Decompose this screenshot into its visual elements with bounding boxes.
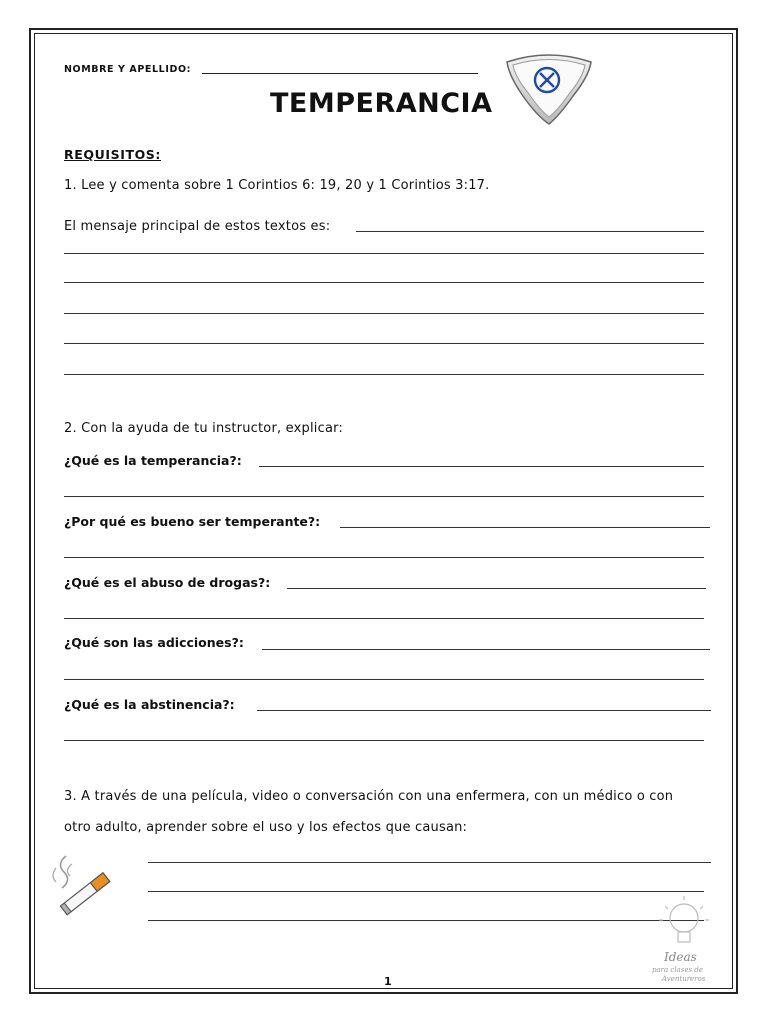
answer-line[interactable]	[148, 891, 704, 892]
answer-line[interactable]	[287, 588, 706, 589]
answer-line[interactable]	[64, 740, 704, 741]
question-adicciones: ¿Qué son las adicciones?:	[64, 635, 244, 650]
question-drogas: ¿Qué es el abuso de drogas?:	[64, 575, 271, 590]
page-number: 1	[384, 975, 392, 988]
answer-line[interactable]	[148, 920, 704, 921]
cigarette-icon	[44, 852, 126, 926]
item3-line1: 3. A través de una película, video o conversación con una enfermera, con un médico o con	[64, 789, 674, 804]
answer-line[interactable]	[64, 343, 704, 344]
answer-line[interactable]	[259, 466, 704, 467]
answer-line[interactable]	[64, 253, 704, 254]
answer-line[interactable]	[64, 313, 704, 314]
answer-line[interactable]	[262, 649, 710, 650]
item2-text: 2. Con la ayuda de tu instructor, explicar:	[64, 421, 344, 436]
watermark-subtitle: para clases de	[652, 966, 703, 974]
item3-line2: otro adulto, aprender sobre el uso y los efectos que causan:	[64, 820, 468, 835]
answer-line[interactable]	[64, 679, 704, 680]
answer-line[interactable]	[148, 862, 711, 863]
answer-line[interactable]	[64, 374, 704, 375]
name-label: NOMBRE Y APELLIDO:	[64, 64, 192, 75]
page-border-inner	[34, 33, 733, 989]
watermark-subtitle-2: Aventureros	[662, 975, 706, 983]
requirements-heading: REQUISITOS:	[64, 147, 161, 162]
answer-line[interactable]	[340, 527, 710, 528]
name-field[interactable]	[202, 73, 478, 74]
page-title: TEMPERANCIA	[270, 88, 493, 119]
question-abstinencia: ¿Qué es la abstinencia?:	[64, 697, 235, 712]
item1-text: 1. Lee y comenta sobre 1 Corintios 6: 19, 20 y 1 Corintios 3:17.	[64, 178, 490, 193]
item1-prompt: El mensaje principal de estos textos es:	[64, 219, 331, 234]
emblem-badge-icon	[503, 50, 595, 136]
answer-line[interactable]	[64, 557, 704, 558]
question-temperante: ¿Por qué es bueno ser temperante?:	[64, 514, 321, 529]
answer-line[interactable]	[356, 231, 704, 232]
answer-line[interactable]	[64, 618, 704, 619]
answer-line[interactable]	[257, 710, 711, 711]
question-temperancia: ¿Qué es la temperancia?:	[64, 453, 242, 468]
watermark-title: Ideas	[664, 950, 697, 964]
answer-line[interactable]	[64, 496, 704, 497]
answer-line[interactable]	[64, 282, 704, 283]
